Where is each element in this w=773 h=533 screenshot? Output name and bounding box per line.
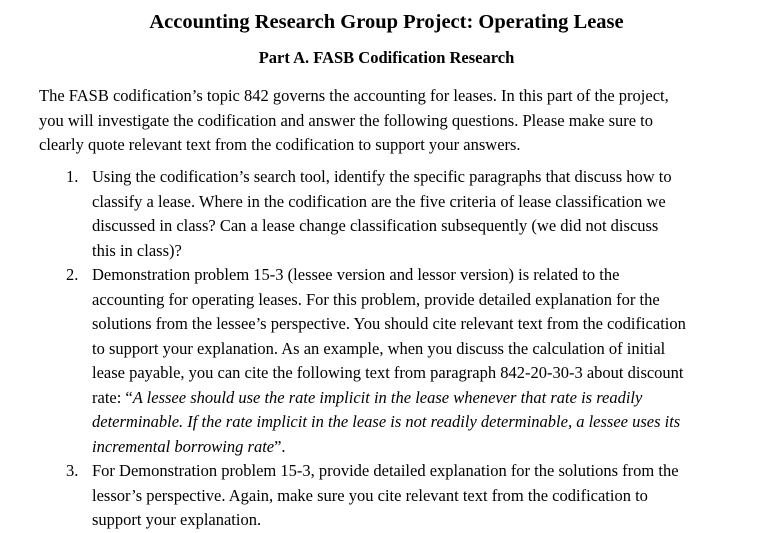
question-line: lease payable, you can cite the following text from paragraph 842-20-30-3 about discount bbox=[92, 363, 684, 382]
question-number: 3. bbox=[66, 461, 79, 480]
codification-quote: A lessee should use the rate implicit in the lease whenever that rate is readily bbox=[132, 387, 643, 407]
document-title: Accounting Research Group Project: Operating Lease bbox=[149, 11, 624, 33]
codification-quote: incremental borrowing rate bbox=[92, 436, 275, 456]
intro-line: The FASB codification’s topic 842 governs the accounting for leases. In this part of the project, bbox=[39, 86, 669, 105]
codification-quote: determinable. If the rate implicit in the lease is not readily determinable, a lessee uses its bbox=[92, 412, 681, 431]
rate-prefix: rate: “ bbox=[92, 387, 133, 407]
quote-suffix: ”. bbox=[274, 436, 286, 456]
question-line: Demonstration problem 15-3 (lessee version and lessor version) is related to the bbox=[92, 265, 620, 284]
section-heading: Part A. FASB Codification Research bbox=[258, 48, 515, 67]
question-line: to support your explanation. As an example, when you discuss the calculation of initial bbox=[92, 338, 666, 358]
question-number: 2. bbox=[66, 265, 79, 284]
question-line: accounting for operating leases. For this problem, provide detailed explanation for the bbox=[92, 289, 660, 309]
question-line: this in class)? bbox=[92, 240, 182, 260]
quote-line bbox=[92, 386, 773, 411]
quote-line bbox=[92, 435, 773, 460]
question-item-1 bbox=[0, 165, 773, 263]
question-line: classify a lease. Where in the codification are the five criteria of lease classification we bbox=[92, 191, 666, 211]
question-list bbox=[0, 165, 773, 533]
question-line: discussed in class? Can a lease change classification subsequently (we did not discuss bbox=[92, 216, 659, 235]
question-number: 1. bbox=[66, 167, 79, 186]
question-line: solutions from the lessee’s perspective. You should cite relevant text from the codification bbox=[92, 314, 686, 333]
intro-line: clearly quote relevant text from the codification to support your answers. bbox=[39, 135, 521, 154]
intro-line: you will investigate the codification and answer the following questions. Please make sure to bbox=[39, 110, 654, 130]
question-line: lessor’s perspective. Again, make sure you cite relevant text from the codification to bbox=[92, 485, 648, 505]
question-line: Using the codification’s search tool, identify the specific paragraphs that discuss how to bbox=[92, 167, 672, 186]
question-item-3 bbox=[0, 459, 773, 533]
question-line: For Demonstration problem 15-3, provide detailed explanation for the solutions from the bbox=[92, 461, 679, 480]
intro-paragraph bbox=[39, 84, 764, 158]
question-item-2 bbox=[0, 263, 773, 459]
question-line: support your explanation. bbox=[92, 510, 262, 529]
